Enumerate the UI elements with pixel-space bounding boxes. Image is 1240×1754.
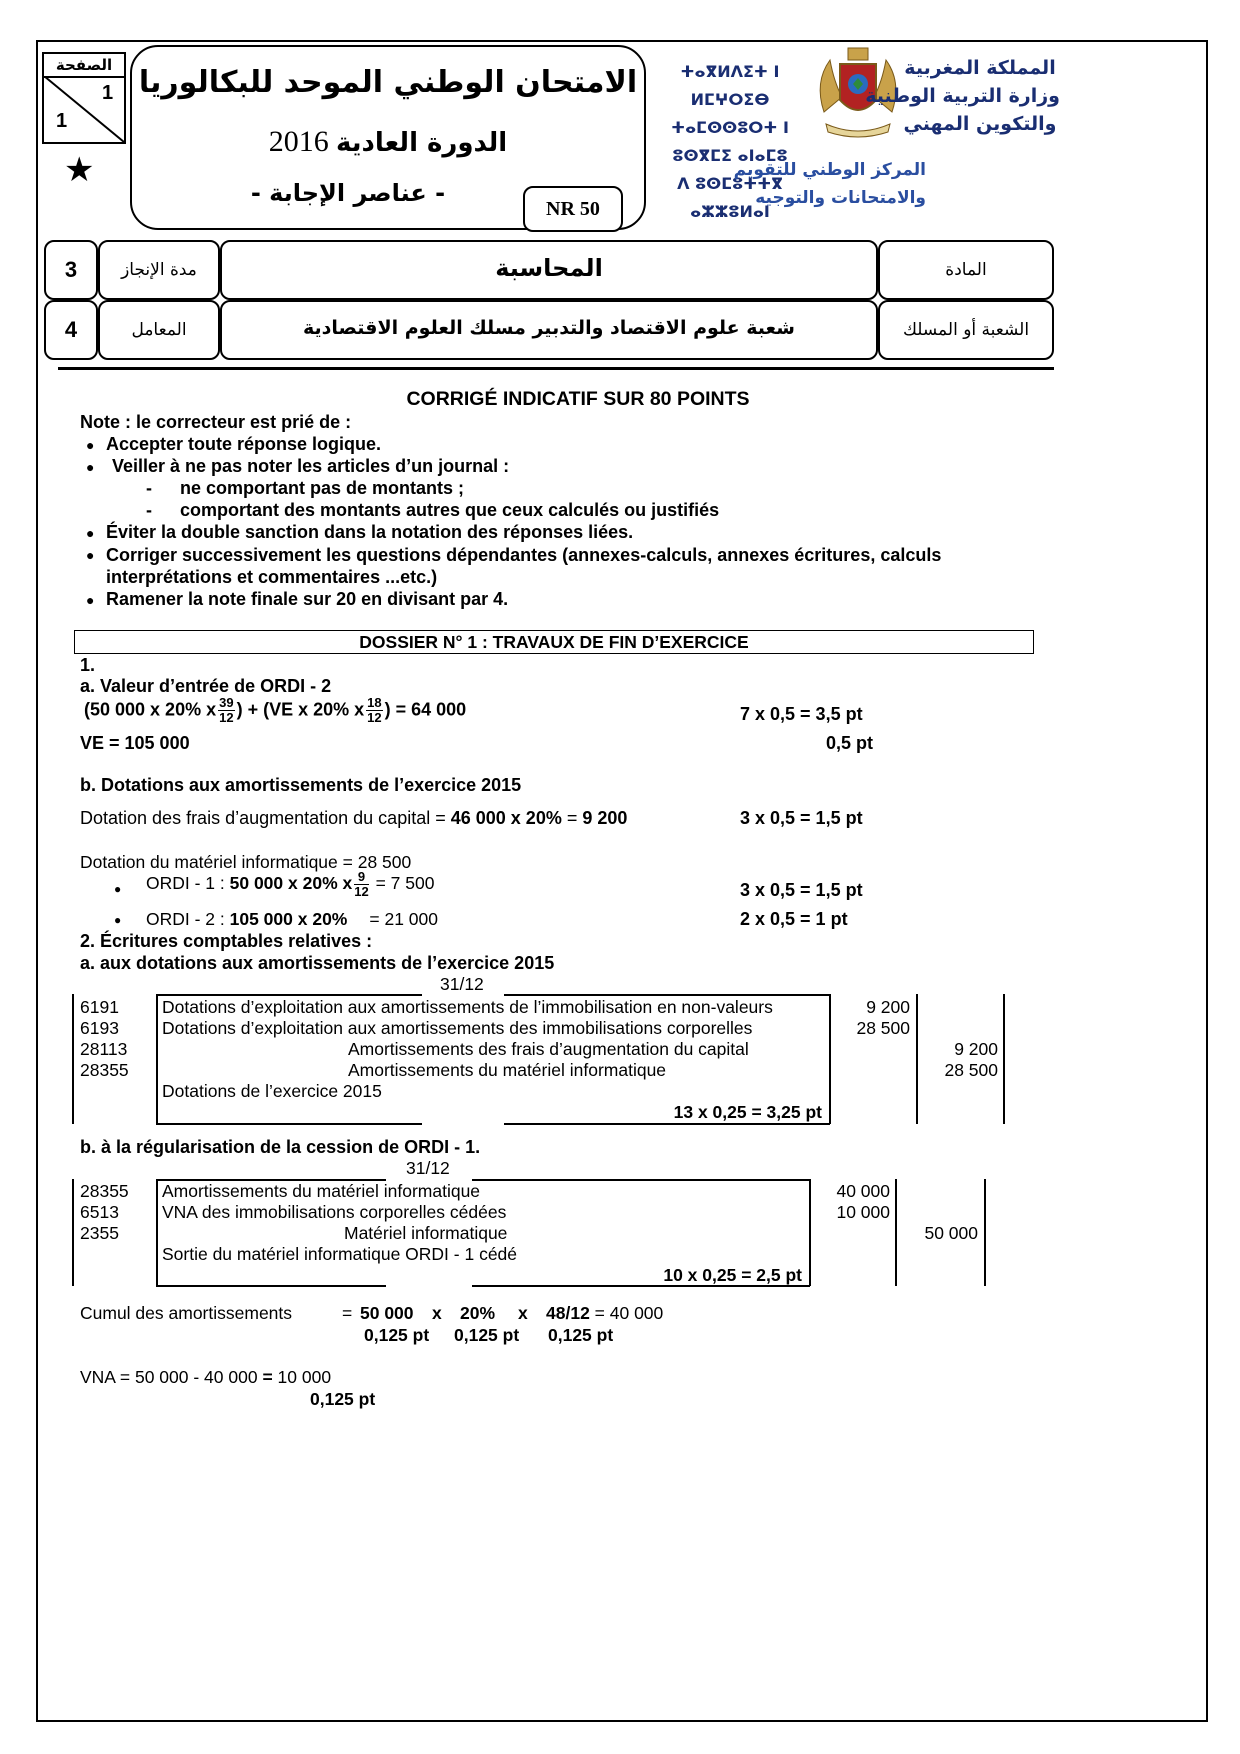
ministry-line2: وزارة التربية الوطنية (865, 85, 1060, 107)
corrige-title: CORRIGÉ INDICATIF SUR 80 POINTS (406, 388, 750, 410)
frac-9-12 (354, 870, 368, 899)
j1-label-4: Amortissements du matériel informatique (348, 1060, 667, 1080)
ordi2-calc: 105 000 x 20% (229, 909, 348, 929)
j1-debit-2: 28 500 (856, 1018, 910, 1038)
note-1: Accepter toute réponse logique. (106, 434, 382, 454)
stream-label: الشعبة أو المسلك (902, 320, 1030, 340)
stream-box (220, 300, 878, 360)
subject-label-box (878, 240, 1054, 300)
j1-date: 31/12 (440, 974, 484, 994)
bullet-dot: ● (86, 525, 95, 541)
cumul-c: 48 (546, 1303, 566, 1323)
cumul-res: = 40 000 (589, 1303, 664, 1323)
coef-value-box (44, 300, 98, 360)
ordi1-res: = 7 500 (370, 873, 435, 894)
q1: 1. (80, 655, 96, 675)
cumul-pts-3: 0,125 pt (548, 1325, 614, 1345)
j2-date: 31/12 (406, 1158, 450, 1178)
frac-den: 12 (367, 710, 382, 725)
cumul-a: 50 000 (360, 1303, 414, 1323)
j1-debit-1: 9 200 (866, 997, 910, 1017)
duration-value: 3 (64, 257, 78, 282)
page-number-box (42, 52, 126, 144)
q2: 2. Écritures comptables relatives : (80, 931, 373, 951)
dash: - (146, 478, 152, 498)
frac-num: 9 (354, 870, 368, 885)
eq1-part2: ) + (VE x 20% x (236, 699, 365, 720)
j1-bottom-right (504, 1123, 830, 1125)
j2-label-3: Matériel informatique (344, 1223, 508, 1243)
ordi1-calc: 50 000 x 20% x (229, 873, 353, 894)
j2-box-left (156, 1179, 158, 1286)
j1-credit-rule (1003, 994, 1005, 1124)
tifinagh-line1: ⵜⴰⴳⵍⴷⵉⵜ ⵏ ⵍⵎⵖⵔⵉⴱ (680, 62, 780, 109)
eq1 (84, 696, 466, 725)
j2-credit-rule (984, 1179, 986, 1286)
dot-frais-val: 9 200 (582, 808, 628, 828)
j2-bottom-left (156, 1285, 386, 1287)
j1-left-rule (72, 994, 74, 1124)
ordi1 (146, 870, 434, 899)
coef-value: 4 (64, 317, 78, 342)
bullet-dot: ● (86, 459, 95, 475)
subject: المحاسبة (495, 254, 603, 282)
frac-den: 12 (219, 710, 234, 725)
dot-frais-label: Dotation des frais d’augmentation du capital = (80, 808, 451, 828)
cumul-c2: /12 (565, 1303, 590, 1323)
j1-credit-3: 9 200 (954, 1039, 998, 1059)
q2b: b. à la régularisation de la cession de ORDI - 1. (80, 1137, 481, 1157)
dot-frais-calc: 46 000 x 20% (450, 808, 562, 828)
tifinagh-line2: ⵜⴰⵎⵙⵙⵓⵔⵜ ⵏ ⵓⵙⴳⵎⵉ ⴰⵏⴰⵎⵓ (671, 118, 789, 165)
q2a: a. aux dotations aux amortissements de l’exercice 2015 (80, 953, 555, 973)
ordi2-points: 2 x 0,5 = 1 pt (740, 909, 848, 929)
q1a: a. Valeur d’entrée de ORDI - 2 (80, 676, 332, 696)
dot-mat: Dotation du matériel informatique = 28 500 (80, 852, 412, 872)
j1-top-right (504, 994, 830, 996)
tifinagh-line3: ⴷ ⵓⵙⵎⵓⵜⵜⴳ ⴰⵣⵣⵓⵍⴰⵏ (677, 174, 783, 221)
j2-debit-2: 10 000 (836, 1202, 890, 1222)
center-line1: المركز الوطني للتقويم (733, 160, 926, 180)
note-4a: Corriger successivement les questions dépendantes (annexes-calculs, annexes écritures, calculs (106, 545, 942, 565)
j2-debit-rule (895, 1179, 897, 1286)
cumul-x1: x (432, 1303, 442, 1323)
ministry-block (865, 54, 1060, 138)
note-3: Éviter la double sanction dans la notation des réponses liées. (106, 522, 634, 542)
frac-39-12 (218, 696, 234, 725)
j2-acc-2: 6513 (80, 1202, 119, 1222)
duration-value-box (44, 240, 98, 300)
j2-label-2: VNA des immobilisations corporelles cédées (162, 1202, 507, 1222)
bullet-dot: ● (86, 437, 95, 453)
ve-points: 0,5 pt (826, 733, 874, 753)
j1-acc-4: 28355 (80, 1060, 129, 1080)
j1-acc-3: 28113 (80, 1039, 128, 1059)
j1-box-left (156, 994, 158, 1124)
duration-label-box (98, 240, 220, 300)
page-label: الصفحة (44, 54, 124, 78)
session-label: الدورة العادية (336, 128, 508, 158)
ordi2-label: ORDI - 2 : (146, 909, 230, 929)
j1-acc-1: 6191 (80, 997, 119, 1017)
bullet-dot: ● (114, 882, 122, 896)
coef-label-box (98, 300, 220, 360)
q1b: b. Dotations aux amortissements de l’exercice 2015 (80, 775, 522, 795)
page-num: 1 (56, 110, 68, 132)
frac-num: 18 (367, 695, 382, 710)
star-icon: ★ (64, 151, 95, 189)
j1-top-left (156, 994, 422, 996)
j1-label-1: Dotations d’exploitation aux amortissements de l’immobilisation en non-valeurs (162, 997, 773, 1017)
j1-bottom-left (156, 1123, 422, 1125)
dash: - (146, 500, 152, 520)
j2-acc-1: 28355 (80, 1181, 129, 1201)
bullet-dot: ● (114, 913, 122, 927)
eq1-part1: (50 000 x 20% x (84, 699, 217, 720)
note-2a: ne comportant pas de montants ; (180, 478, 465, 498)
subject-label: المادة (945, 260, 987, 280)
j2-left-rule (72, 1179, 74, 1286)
frac-18-12 (366, 696, 382, 725)
j2-points: 10 x 0,25 = 2,5 pt (663, 1265, 802, 1285)
vna: VNA = 50 000 - 40 000 (80, 1367, 258, 1387)
center-block (733, 156, 926, 212)
duration-label: مدة الإنجاز (121, 260, 197, 280)
stream-label-box (878, 300, 1054, 360)
j2-label-1: Amortissements du matériel informatique (162, 1181, 481, 1201)
j1-label-2: Dotations d’exploitation aux amortissements des immobilisations corporelles (162, 1018, 753, 1038)
frac-num: 39 (219, 695, 234, 710)
bullet-dot: ● (86, 592, 95, 608)
j1-libelle: Dotations de l’exercice 2015 (162, 1081, 382, 1101)
dot-frais (80, 808, 627, 829)
ministry-line3: والتكوين المهني (903, 113, 1057, 135)
dot-frais-points: 3 x 0,5 = 1,5 pt (740, 808, 863, 828)
cumul-c-line (546, 1303, 663, 1324)
vna-res: 10 000 (277, 1367, 332, 1387)
vna-eq: = (257, 1367, 278, 1387)
subject-box (220, 240, 878, 300)
exam-title: الامتحان الوطني الموحد للبكالوريا (138, 65, 638, 100)
bullet-dot: ● (86, 547, 95, 563)
j1-label-3: Amortissements des frais d’augmentation du capital (348, 1039, 749, 1059)
note-4b: interprétations et commentaires ...etc.) (106, 567, 438, 587)
j1-acc-2: 6193 (80, 1018, 119, 1038)
eq1-points: 7 x 0,5 = 3,5 pt (740, 704, 863, 724)
cumul-b: 20% (460, 1303, 496, 1323)
note-5: Ramener la note finale sur 20 en divisant par 4. (106, 589, 509, 609)
j2-acc-3: 2355 (80, 1223, 119, 1243)
ordi2 (146, 909, 438, 930)
j2-credit-3: 50 000 (924, 1223, 978, 1243)
vna-line (80, 1367, 331, 1388)
session-year: 2016 (268, 125, 329, 158)
note-intro: Note : le correcteur est prié de : (80, 412, 352, 432)
j2-debit-1: 40 000 (836, 1181, 890, 1201)
exam-code: NR 50 (546, 198, 600, 220)
answers-label: - عناصر الإجابة - (250, 179, 446, 207)
ordi1-points: 3 x 0,5 = 1,5 pt (740, 880, 863, 900)
center-line2: والامتحانات والتوجيه (755, 188, 926, 208)
cumul-x2: x (518, 1303, 528, 1323)
ministry-line1: المملكة المغربية (904, 57, 1056, 79)
session-line (132, 125, 644, 159)
eq1-part3: ) = 64 000 (384, 699, 467, 720)
ordi1-label: ORDI - 1 : (146, 873, 230, 894)
vna-points: 0,125 pt (310, 1389, 376, 1409)
j2-libelle: Sortie du matériel informatique ORDI - 1 cédé (162, 1244, 518, 1264)
ordi2-res: = 21 000 (369, 909, 438, 929)
frac-den: 12 (354, 884, 369, 899)
cumul-pts-2: 0,125 pt (454, 1325, 520, 1345)
page-total: 1 (102, 82, 114, 104)
cumul-eq: = (342, 1303, 353, 1323)
ve: VE = 105 000 (80, 733, 190, 753)
j1-points: 13 x 0,25 = 3,25 pt (673, 1102, 822, 1122)
header-rule (58, 367, 1054, 370)
dot-frais-eq: = (561, 808, 583, 828)
j1-credit-4: 28 500 (944, 1060, 998, 1080)
stream: شعبة علوم الاقتصاد والتدبير مسلك العلوم الاقتصادية (303, 317, 795, 339)
j2-top-right (472, 1179, 810, 1181)
coef-label: المعامل (131, 320, 187, 340)
dossier-title: DOSSIER N° 1 : TRAVAUX DE FIN D’EXERCICE (74, 630, 1034, 654)
note-2b: comportant des montants autres que ceux calculés ou justifiés (180, 500, 720, 520)
cumul-label: Cumul des amortissements (80, 1303, 293, 1323)
exam-code-box (523, 186, 623, 232)
note-2: Veiller à ne pas noter les articles d’un journal : (112, 456, 510, 476)
cumul-pts-1: 0,125 pt (364, 1325, 430, 1345)
